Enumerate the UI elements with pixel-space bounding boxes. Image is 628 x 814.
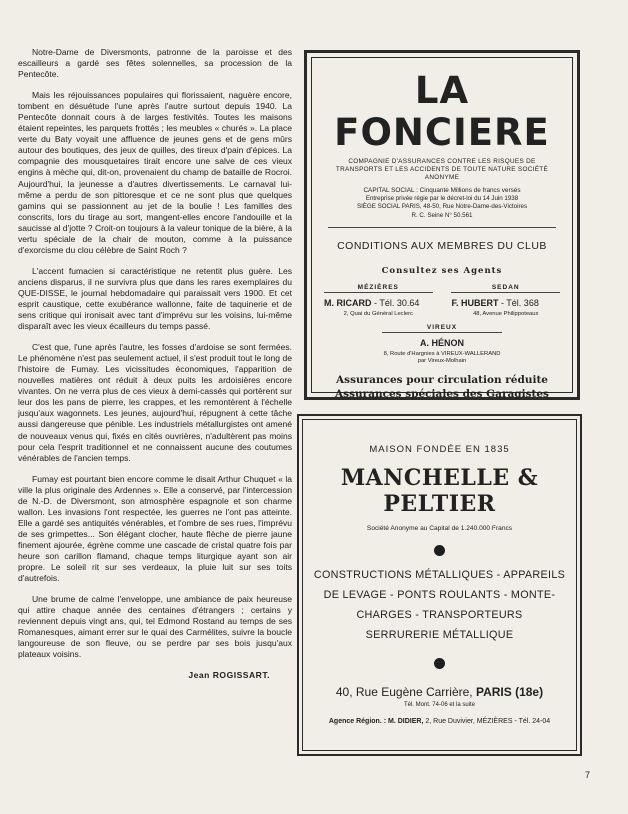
- manchelle-advertisement: [297, 414, 582, 756]
- fonciere-subtitle: COMPAGNIE D'ASSURANCES CONTRE LES RISQUES DE TRANSPORTS ET LES ACCIDENTS DE TOUTE NATURE SOCIÉTÉ ANONYME: [335, 158, 549, 182]
- agent-address: par Vireux-Molhain: [417, 357, 467, 364]
- article-paragraph: C'est que, l'une après l'autre, les fosses d'ardoise se sont fermées. Le phénomène n'est pas seulement actuel, il s'est produit tout le long de l'histoire de Fumay. Les vicissitudes économiques, l'apparition de nouvelles matières ont réduit à deux puits les ardoisières encore vivantes. On ne verra plus de ces vieux à demi-cassés qui portèrent sur leur dos les pans de pierre, les crappes, et les remontèrent à l'échelle jusqu'aux wagonnets. Les jeunes, aujourd'hui, répugnent à cette tâche aussi dangereuse que pénible. Les industriels métallurgistes ont amené de nouveaux venus qui, fixés en cités ouvrières, n'adultèrent pas moins pour cela l'esprit traditionnel et ne connaissent aucune des coutumes vénérables de l'ancien temps.: [18, 342, 292, 463]
- manchelle-brand: MANCHELLE & PELTIER: [340, 465, 539, 517]
- article-paragraph: Notre-Dame de Diversmonts, patronne de la paroisse et des escailleurs a gardé ses fêtes solennelles, sa procession de la Pentecôte.: [18, 47, 292, 80]
- article-paragraph: L'accent fumacien si caractéristique ne retentit plus guère. Les anciens disparus, il ne survivra plus que dans les rares exemplaires du QUE-DISSE, le journal hebdomadaire qui paraissait vers 1900. Et cet esprit caustique, cette exubérance wallonne, faite de taquinerie et de sens critique qui ironisait avec tant d'imprévu sur les voisins, lui-même disparaît avec les vieux écailleurs du temps passé.: [18, 265, 292, 332]
- address-city: PARIS (18e): [475, 685, 544, 699]
- agence-rest: 2, Rue Duvivier, MÉZIÈRES - Tél. 24-04: [425, 718, 551, 725]
- divider: [328, 227, 556, 228]
- agent-place: SEDAN: [451, 284, 560, 293]
- agent-name-line: [324, 298, 433, 308]
- agent-name: F. HUBERT: [451, 297, 499, 308]
- assurance-line: Assurances pour circulation réduite: [336, 373, 548, 386]
- fonciere-inner-frame: [311, 57, 573, 400]
- manchelle-agence: [303, 718, 576, 725]
- agent-place: VIREUX: [382, 324, 502, 333]
- address-street: 40, Rue Eugène Carrière,: [335, 685, 473, 699]
- agent-name: A. HÉNON: [419, 337, 464, 348]
- agent-address: 2, Quai du Général Leclerc: [343, 310, 413, 317]
- fonciere-advertisement: [304, 50, 580, 400]
- agent-address: 8, Route d'Hargnies à VIREUX-WALLERAND: [383, 350, 501, 357]
- manchelle-founded: MAISON FONDÉE EN 1835: [369, 444, 510, 455]
- article-signature: Jean ROGISSART.: [188, 670, 270, 681]
- agence-name: M. DIDIER,: [388, 718, 424, 725]
- fonciere-capital: CAPITAL SOCIAL : Cinquante Millions de francs versés: [363, 186, 521, 194]
- trade-line: CHARGES - TRANSPORTEURS: [356, 609, 523, 621]
- agent-address: 48, Avenue Philippoteaux: [473, 310, 539, 317]
- manchelle-societe: Société Anonyme au Capital de 1.240.000 Francs: [366, 525, 513, 532]
- agent-vireux: [382, 324, 502, 364]
- fonciere-brand: LA FONCIERE: [334, 69, 550, 154]
- manchelle-tel: Tél. Mont. 74-06 et la suite: [403, 702, 476, 708]
- manchelle-trades: [303, 565, 576, 645]
- agent-sedan: [451, 284, 560, 317]
- agent-tel: - Tél. 30.64: [374, 297, 420, 308]
- fonciere-assurances: [312, 373, 572, 401]
- manchelle-inner-frame: [302, 419, 577, 751]
- article-paragraph: Une brume de calme l'enveloppe, une ambiance de paix heureuse qui attire chaque année des centaines d'étrangers ; certains y reviennent depuis vingt ans, qui, tel Edmond Rostand au temps de ses Romanesques, aimant errer sur le quai des Carmélites, suivre la boucle langoureuse de son fleuve, ou se perdre par ses bois jusqu'aux plateaux voisins.: [18, 594, 292, 660]
- trade-line: SERRURERIE MÉTALLIQUE: [365, 629, 514, 641]
- bullet-dot: [434, 658, 445, 669]
- fonciere-siege: SIÈGE SOCIAL PARIS, 48-50, Rue Notre-Dame-des-Victoires: [356, 203, 528, 211]
- bullet-dot: [434, 545, 445, 556]
- article-paragraph: Fumay est pourtant bien encore comme le disait Arthur Chuquet « la ville la plus originale des Ardennes ». Elle a conservé, par l'intercession de N.-D. de Diversmont, son atmosphère espagnole et son charme wallon. Les invasions l'ont respectée, les guerres ne l'ont pas atteinte. Elle a gardé ses antiquités vénérables, et l'ombre de ses rues, l'imprévu de ses grimpettes... Son élégant clocher, haute flèche de pierre jaune finement ajourée, égrène comme une cascade de cristal quatre fois par heure son carillon flamand, chaque temps liturgique ayant son air propre. Le soleil rit sur ses verdeaux, la pluie luit sur ses toits d'autrefois.: [18, 473, 292, 584]
- fonciere-conditions: CONDITIONS AUX MEMBRES DU CLUB: [337, 239, 547, 252]
- article-paragraph: Mais les réjouissances populaires qui florissaient, naguère encore, tombent en désuétude l'une après l'autre surtout depuis 1940. La Pentecôte donnait cours à de larges festivités. Toutes les maisons étaient repeintes, les parquets frottés ; les meubles « churés ». La place verte du Baty voyait une affluence de jeunes gens et de gens mûrs autour des boutiques, des jeux de quilles, des tireux d'pain d'épices. La compagnie des mousquetaires tirait encore une salve de ces vieux engins à mèche qui, dit-on, provenaient du champ de bataille de Rocroi. Aujourd'hui, la jeunesse a d'autres divertissements. Le carnaval lui-même a perdu de son pittoresque et ce ne sont plus que quelques gamins qui se passionnent au jet de la boulie ! Les familles des conscrits, lors du tirage au sort, mangent-elles encore l'andouille et la saucisse al d'jotte ? Croit-on toujours à la valeur tonique de la bière, à la vertu spéciale de la chair de mouton, comme à la puissance d'exorcisme du clou célèbre de Saint Roch ?: [18, 90, 292, 255]
- trade-line: CONSTRUCTIONS MÉTALLIQUES - APPAREILS: [313, 569, 566, 581]
- fonciere-consultez: Consultez ses Agents: [381, 265, 503, 276]
- agent-name: M. RICARD: [324, 297, 372, 308]
- manchelle-address: [303, 685, 576, 699]
- fonciere-rc: R. C. Seine N° 50.561: [411, 211, 473, 219]
- agence-label: Agence Région. :: [328, 718, 387, 725]
- agent-mezieres: [324, 284, 433, 317]
- fonciere-decree: Entreprise privée régie par le décret-loi du 14 Juin 1938: [365, 195, 519, 203]
- agent-tel: - Tél. 368: [500, 297, 539, 308]
- agent-place: MÉZIÈRES: [324, 284, 433, 293]
- agent-name-line: [451, 298, 560, 308]
- article-column: [18, 47, 292, 691]
- assurance-line: Assurances spéciales des Garagistes: [335, 387, 549, 400]
- fonciere-agents: [324, 284, 560, 317]
- page-number: 7: [585, 770, 591, 780]
- trade-line: DE LEVAGE - PONTS ROULANTS - MONTE-: [323, 589, 556, 601]
